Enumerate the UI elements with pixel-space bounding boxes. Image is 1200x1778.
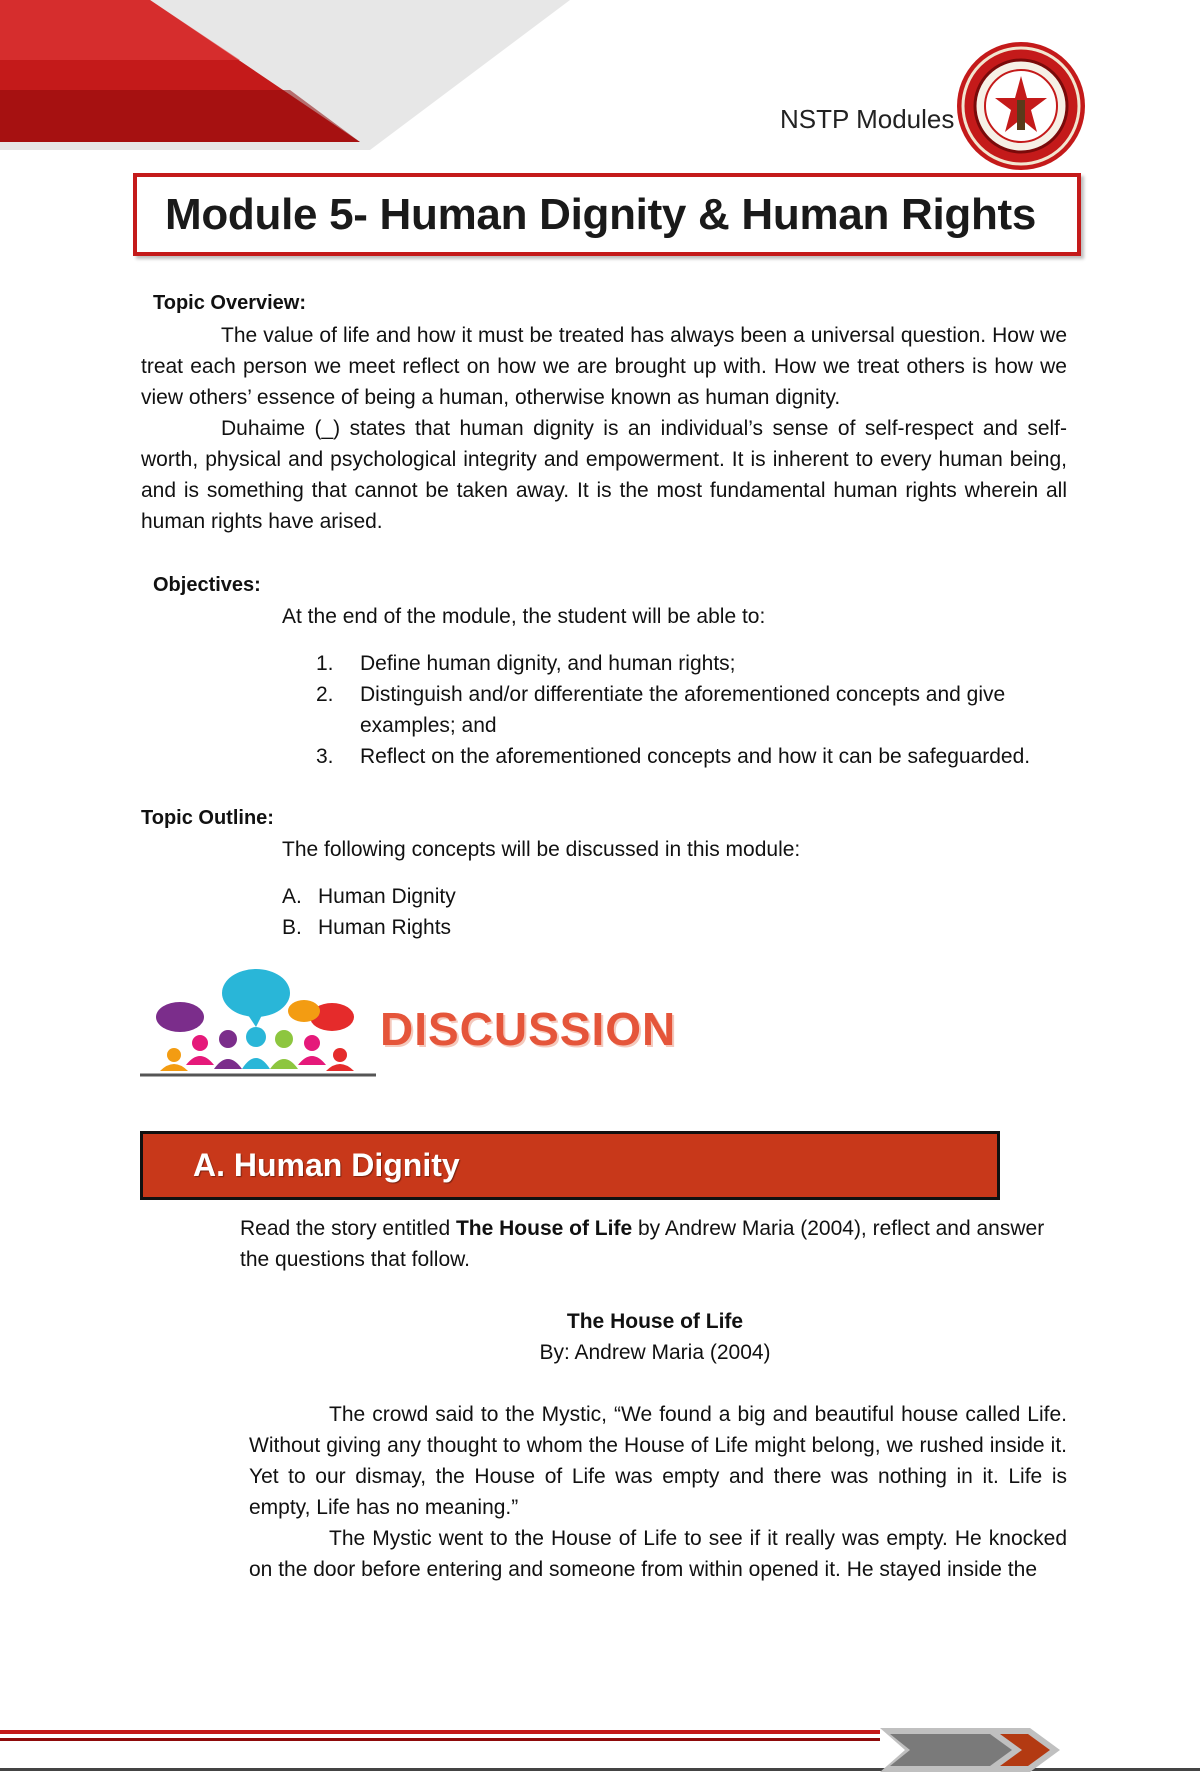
- module-title-box: [133, 173, 1081, 256]
- outline-label: Topic Outline:: [141, 807, 274, 829]
- objectives-intro: At the end of the module, the student will be able to:: [282, 605, 766, 628]
- university-seal-icon: [955, 40, 1087, 172]
- overview-text: [141, 320, 1067, 537]
- story-title: The House of Life: [566, 1310, 744, 1333]
- list-item: 3. Reflect on the aforementioned concepts and how it can be safeguarded.: [316, 745, 1031, 768]
- discussion-word: DISCUSSION: [380, 1003, 677, 1055]
- list-item: A. Human Dignity: [282, 885, 456, 908]
- section-a-intro: Read the story entitled The House of Life by Andrew Maria (2004), reflect and answer the questions that follow.: [240, 1217, 1045, 1271]
- story-byline: By: Andrew Maria (2004): [539, 1341, 771, 1364]
- footer-decoration: [0, 1708, 1200, 1778]
- header-label: NSTP Modules: [780, 104, 955, 134]
- list-item: B. Human Rights: [282, 916, 452, 939]
- outline-list: [282, 881, 882, 943]
- objectives-list: [316, 648, 1072, 772]
- section-a-heading-bar: [140, 1131, 1000, 1200]
- story-paragraph-1: The crowd said to the Mystic, “We found a big and beautiful house called Life. Without giving any thought to whom the House of Life might belong, we rushed inside it. Yet to our dismay, the House of Life was empty and there was nothing in it. Life is empty, Life has no meaning.”: [249, 1403, 1067, 1519]
- objectives-label: Objectives:: [153, 574, 261, 596]
- list-item: 1. Define human dignity, and human rights;: [316, 652, 736, 675]
- section-a-heading: A. Human Dignity: [193, 1147, 460, 1183]
- module-title: Module 5- Human Dignity & Human Rights: [165, 189, 1037, 239]
- outline-intro: The following concepts will be discussed in this module:: [282, 838, 801, 861]
- story-text: [249, 1399, 1067, 1585]
- story-paragraph-2: The Mystic went to the House of Life to see if it really was empty. He knocked on the door before entering and someone from within opened it. He stayed inside the: [249, 1527, 1067, 1581]
- list-item: 2. Distinguish and/or differentiate the aforementioned concepts and give examples; and: [316, 683, 1006, 737]
- overview-paragraph-1: The value of life and how it must be treated has always been a universal question. How we treat each person we meet reflect on how we are brought up with. How we treat others is how we view others’ essence of being a human, otherwise known as human dignity.: [141, 324, 1067, 409]
- people-speech-bubbles-icon: [140, 965, 380, 1080]
- overview-paragraph-2: Duhaime (_) states that human dignity is an individual’s sense of self-respect and self-worth, physical and psychological integrity and empowerment. It is inherent to every human being, and is something that cannot be taken away. It is the most fundamental human rights wherein all human rights have arised.: [141, 417, 1067, 533]
- header-banner-shapes: [0, 0, 580, 150]
- overview-label: Topic Overview:: [153, 292, 307, 314]
